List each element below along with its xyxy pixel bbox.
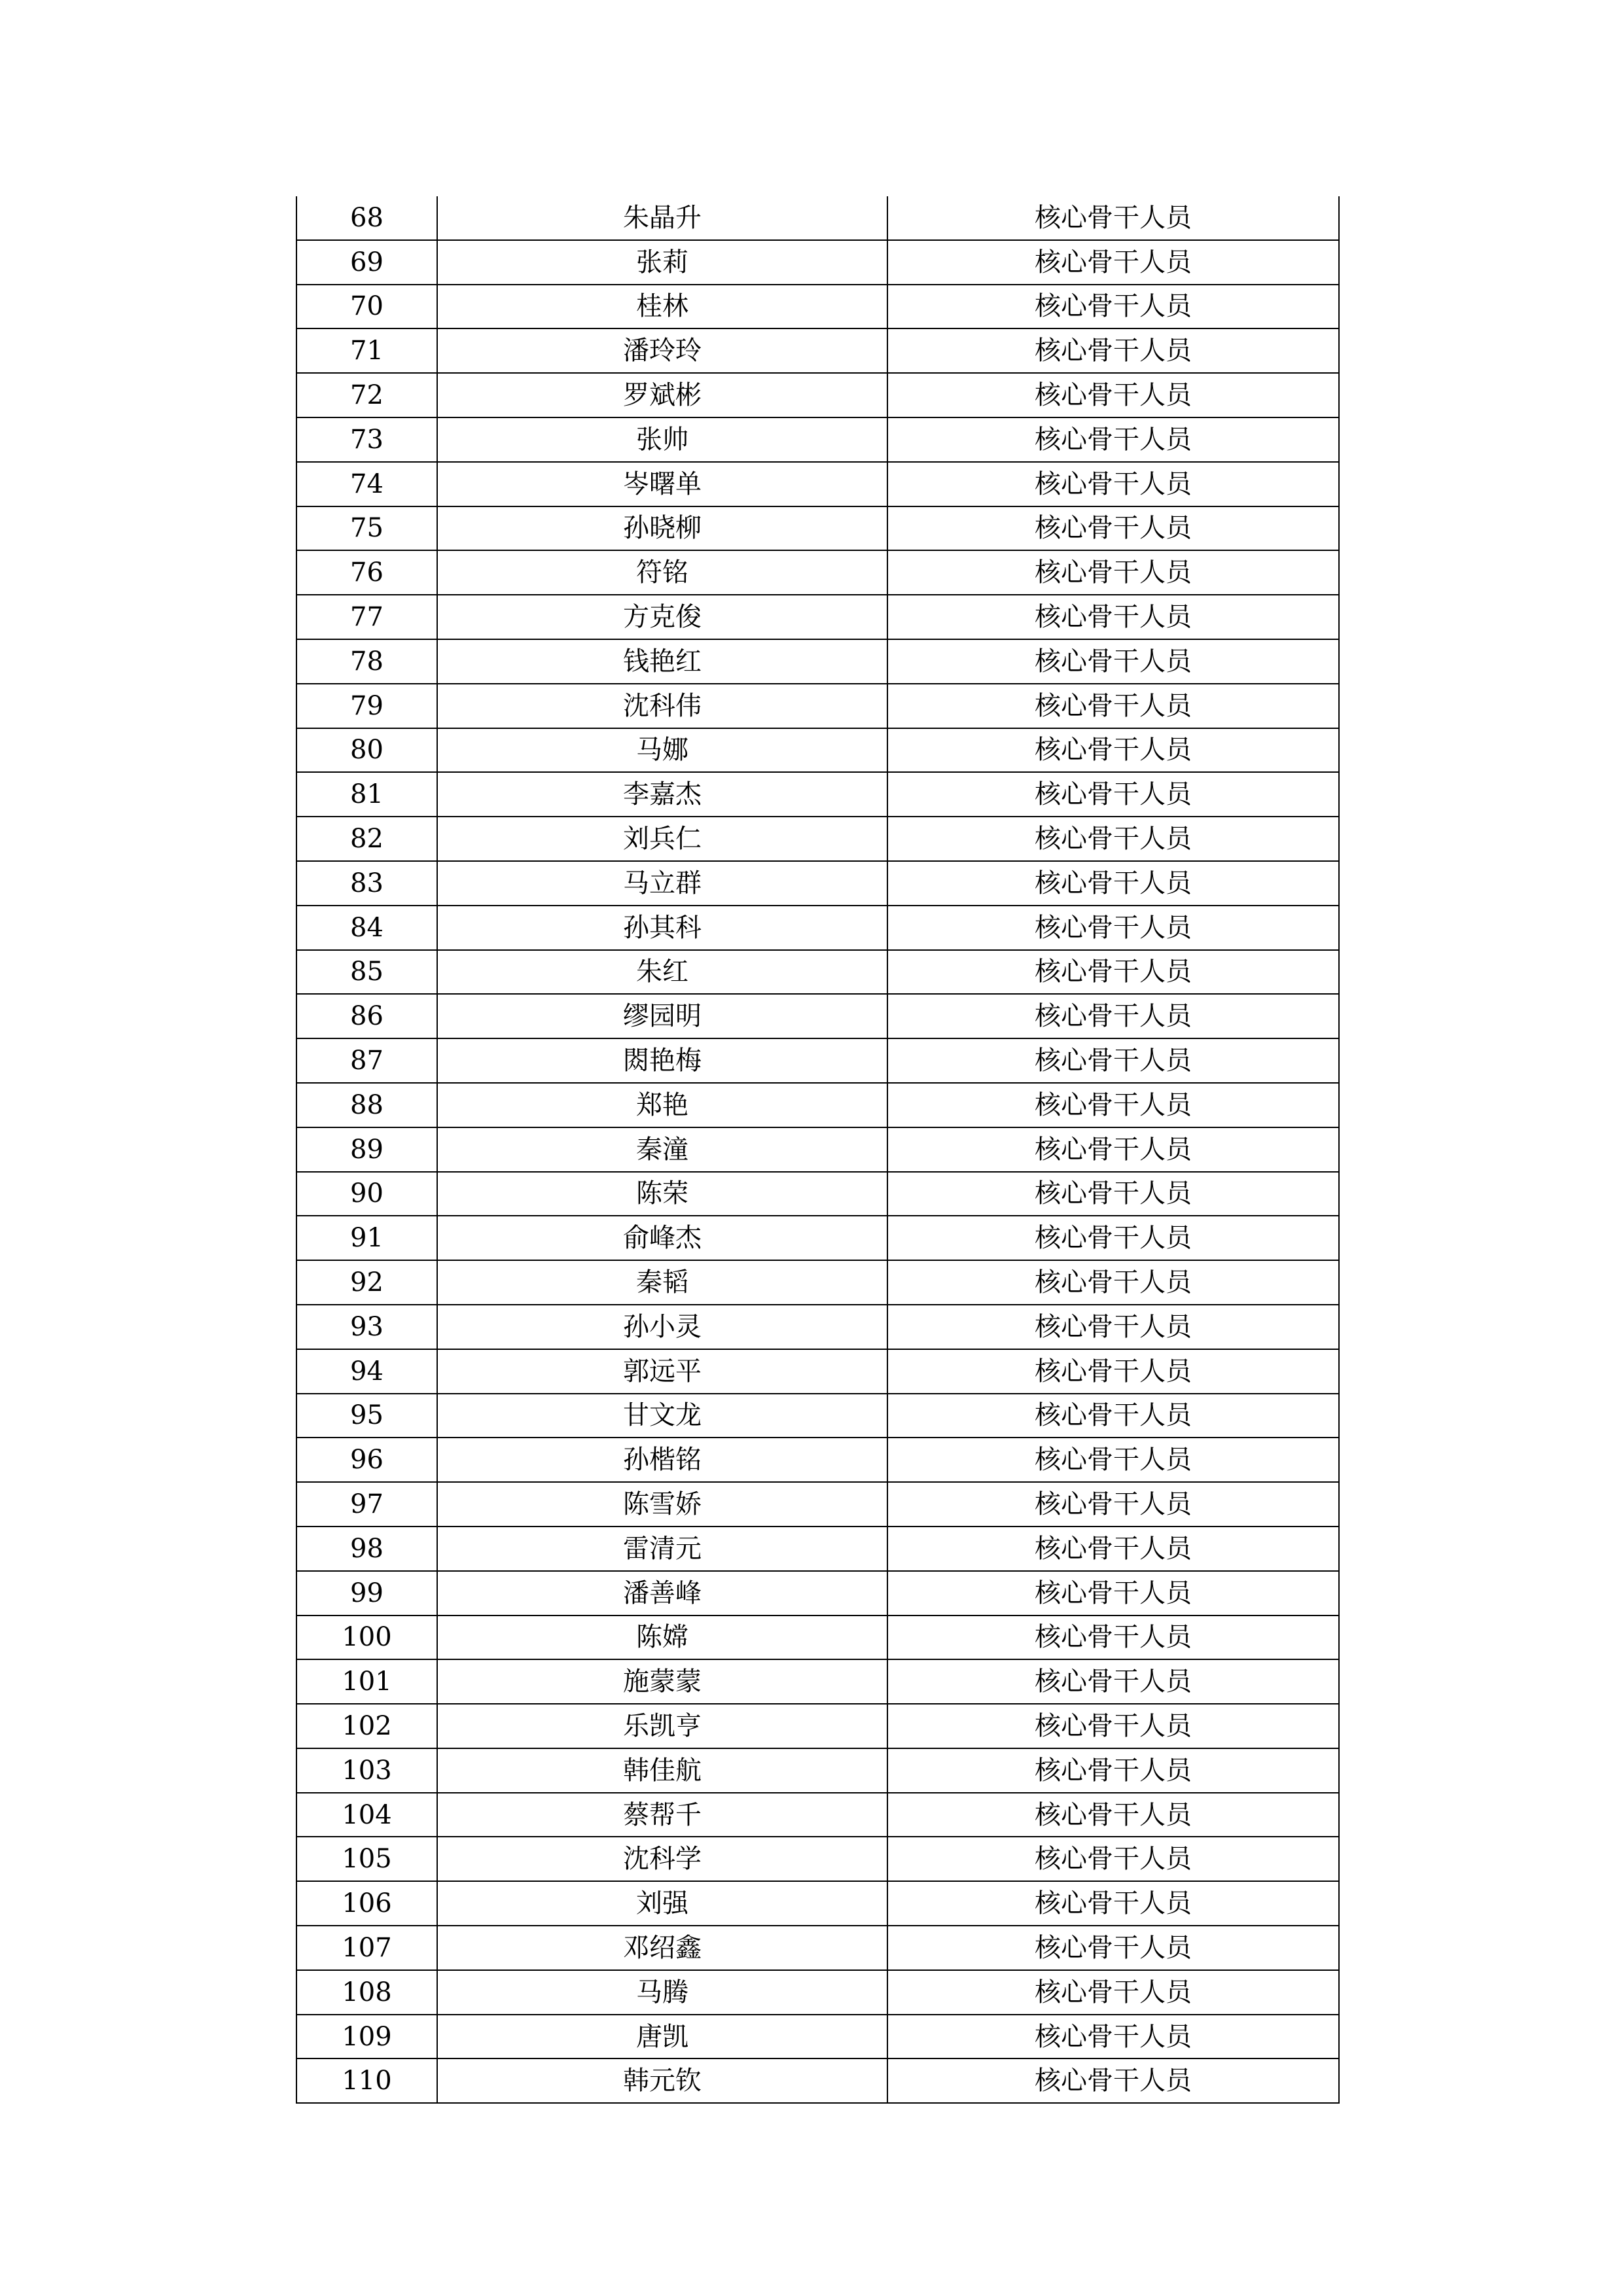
person-name-cell: 桂林 [437,285,887,329]
row-number-cell: 105 [296,1837,437,1881]
row-number-cell: 74 [296,462,437,506]
table-row [296,728,1339,773]
table-row [296,1083,1339,1127]
category-cell: 核心骨干人员 [887,1970,1339,2015]
category-cell: 核心骨干人员 [887,906,1339,950]
category-cell: 核心骨干人员 [887,1837,1339,1881]
row-number-cell: 77 [296,595,437,639]
person-name-cell: 张莉 [437,240,887,285]
category-cell: 核心骨干人员 [887,1616,1339,1660]
table-row [296,772,1339,817]
person-name-cell: 陈嫦 [437,1616,887,1660]
table-row [296,1349,1339,1394]
person-name-cell: 缪园明 [437,994,887,1038]
person-name-cell: 甘文龙 [437,1394,887,1438]
person-name-cell: 郑艳 [437,1083,887,1127]
category-cell: 核心骨干人员 [887,1748,1339,1793]
category-cell: 核心骨干人员 [887,1926,1339,1970]
row-number-cell: 100 [296,1616,437,1660]
category-cell: 核心骨干人员 [887,328,1339,373]
row-number-cell: 107 [296,1926,437,1970]
person-name-cell: 马娜 [437,728,887,773]
person-name-cell: 唐凯 [437,2015,887,2059]
row-number-cell: 71 [296,328,437,373]
person-name-cell: 潘善峰 [437,1571,887,1616]
person-name-cell: 朱晶升 [437,196,887,240]
table-row [296,1394,1339,1438]
table-row [296,1216,1339,1260]
table-row [296,595,1339,639]
table-row [296,1527,1339,1571]
row-number-cell: 103 [296,1748,437,1793]
row-number-cell: 95 [296,1394,437,1438]
table-row [296,2015,1339,2059]
category-cell: 核心骨干人员 [887,1482,1339,1527]
table-row [296,1482,1339,1527]
table-row [296,550,1339,595]
category-cell: 核心骨干人员 [887,2058,1339,2103]
row-number-cell: 79 [296,684,437,728]
category-cell: 核心骨干人员 [887,417,1339,462]
person-name-cell: 陈荣 [437,1172,887,1216]
table-row [296,1659,1339,1704]
row-number-cell: 81 [296,772,437,817]
person-name-cell: 郭远平 [437,1349,887,1394]
category-cell: 核心骨干人员 [887,861,1339,906]
row-number-cell: 73 [296,417,437,462]
person-name-cell: 蔡帮千 [437,1793,887,1837]
category-cell: 核心骨干人员 [887,1260,1339,1305]
person-name-cell: 孙楷铭 [437,1438,887,1482]
table-row [296,462,1339,506]
row-number-cell: 110 [296,2058,437,2103]
person-name-cell: 马腾 [437,1970,887,2015]
person-name-cell: 李嘉杰 [437,772,887,817]
row-number-cell: 96 [296,1438,437,1482]
table-row [296,1793,1339,1837]
category-cell: 核心骨干人员 [887,684,1339,728]
person-name-cell: 潘玲玲 [437,328,887,373]
row-number-cell: 91 [296,1216,437,1260]
person-name-cell: 秦潼 [437,1127,887,1172]
table-row [296,1438,1339,1482]
row-number-cell: 83 [296,861,437,906]
table-row [296,994,1339,1038]
table-row [296,1305,1339,1349]
person-name-cell: 陈雪娇 [437,1482,887,1527]
table-row [296,639,1339,684]
row-number-cell: 69 [296,240,437,285]
row-number-cell: 86 [296,994,437,1038]
person-name-cell: 朱红 [437,950,887,995]
table-row [296,1616,1339,1660]
row-number-cell: 85 [296,950,437,995]
table-row [296,240,1339,285]
row-number-cell: 68 [296,196,437,240]
category-cell: 核心骨干人员 [887,950,1339,995]
row-number-cell: 94 [296,1349,437,1394]
category-cell: 核心骨干人员 [887,1881,1339,1926]
table-row [296,950,1339,995]
row-number-cell: 98 [296,1527,437,1571]
person-name-cell: 孙小灵 [437,1305,887,1349]
category-cell: 核心骨干人员 [887,1349,1339,1394]
table-row [296,1970,1339,2015]
table-row [296,328,1339,373]
row-number-cell: 106 [296,1881,437,1926]
person-name-cell: 韩佳航 [437,1748,887,1793]
row-number-cell: 92 [296,1260,437,1305]
row-number-cell: 104 [296,1793,437,1837]
person-name-cell: 乐凯亨 [437,1704,887,1748]
category-cell: 核心骨干人员 [887,1438,1339,1482]
roster-body [296,196,1339,2103]
row-number-cell: 80 [296,728,437,773]
row-number-cell: 72 [296,373,437,417]
person-name-cell: 韩元钦 [437,2058,887,2103]
category-cell: 核心骨干人员 [887,373,1339,417]
category-cell: 核心骨干人员 [887,1659,1339,1704]
table-row [296,417,1339,462]
person-name-cell: 孙晓柳 [437,506,887,551]
category-cell: 核心骨干人员 [887,772,1339,817]
row-number-cell: 70 [296,285,437,329]
category-cell: 核心骨干人员 [887,240,1339,285]
row-number-cell: 88 [296,1083,437,1127]
row-number-cell: 99 [296,1571,437,1616]
row-number-cell: 101 [296,1659,437,1704]
row-number-cell: 90 [296,1172,437,1216]
table-row [296,906,1339,950]
person-name-cell: 邓绍鑫 [437,1926,887,1970]
table-row [296,1881,1339,1926]
category-cell: 核心骨干人员 [887,728,1339,773]
category-cell: 核心骨干人员 [887,639,1339,684]
table-row [296,861,1339,906]
category-cell: 核心骨干人员 [887,1127,1339,1172]
person-name-cell: 施蒙蒙 [437,1659,887,1704]
table-row [296,506,1339,551]
category-cell: 核心骨干人员 [887,1216,1339,1260]
row-number-cell: 84 [296,906,437,950]
table-row [296,1704,1339,1748]
person-name-cell: 符铭 [437,550,887,595]
person-name-cell: 刘兵仁 [437,817,887,861]
category-cell: 核心骨干人员 [887,817,1339,861]
category-cell: 核心骨干人员 [887,506,1339,551]
row-number-cell: 75 [296,506,437,551]
category-cell: 核心骨干人员 [887,994,1339,1038]
table-row [296,1571,1339,1616]
person-name-cell: 閦艳梅 [437,1038,887,1083]
person-name-cell: 罗斌彬 [437,373,887,417]
table-row [296,373,1339,417]
category-cell: 核心骨干人员 [887,1038,1339,1083]
table-row [296,817,1339,861]
category-cell: 核心骨干人员 [887,1172,1339,1216]
table-row [296,196,1339,240]
row-number-cell: 82 [296,817,437,861]
table-row [296,285,1339,329]
row-number-cell: 89 [296,1127,437,1172]
person-name-cell: 俞峰杰 [437,1216,887,1260]
category-cell: 核心骨干人员 [887,2015,1339,2059]
row-number-cell: 87 [296,1038,437,1083]
person-name-cell: 孙其科 [437,906,887,950]
category-cell: 核心骨干人员 [887,1394,1339,1438]
category-cell: 核心骨干人员 [887,1571,1339,1616]
person-name-cell: 钱艳红 [437,639,887,684]
person-name-cell: 沈科学 [437,1837,887,1881]
category-cell: 核心骨干人员 [887,595,1339,639]
person-name-cell: 张帅 [437,417,887,462]
table-row [296,1127,1339,1172]
person-name-cell: 岑曙单 [437,462,887,506]
table-row [296,2058,1339,2103]
category-cell: 核心骨干人员 [887,1527,1339,1571]
row-number-cell: 78 [296,639,437,684]
row-number-cell: 93 [296,1305,437,1349]
category-cell: 核心骨干人员 [887,550,1339,595]
table-row [296,1837,1339,1881]
row-number-cell: 108 [296,1970,437,2015]
table-row [296,684,1339,728]
table-row [296,1260,1339,1305]
person-name-cell: 方克俊 [437,595,887,639]
person-name-cell: 沈科伟 [437,684,887,728]
category-cell: 核心骨干人员 [887,1305,1339,1349]
roster-table [296,196,1340,2104]
table-row [296,1172,1339,1216]
row-number-cell: 76 [296,550,437,595]
row-number-cell: 109 [296,2015,437,2059]
table-row [296,1038,1339,1083]
table-row [296,1926,1339,1970]
category-cell: 核心骨干人员 [887,285,1339,329]
category-cell: 核心骨干人员 [887,1793,1339,1837]
category-cell: 核心骨干人员 [887,1704,1339,1748]
person-name-cell: 秦韬 [437,1260,887,1305]
person-name-cell: 雷清元 [437,1527,887,1571]
category-cell: 核心骨干人员 [887,196,1339,240]
category-cell: 核心骨干人员 [887,1083,1339,1127]
row-number-cell: 102 [296,1704,437,1748]
person-name-cell: 刘强 [437,1881,887,1926]
row-number-cell: 97 [296,1482,437,1527]
category-cell: 核心骨干人员 [887,462,1339,506]
person-name-cell: 马立群 [437,861,887,906]
table-row [296,1748,1339,1793]
